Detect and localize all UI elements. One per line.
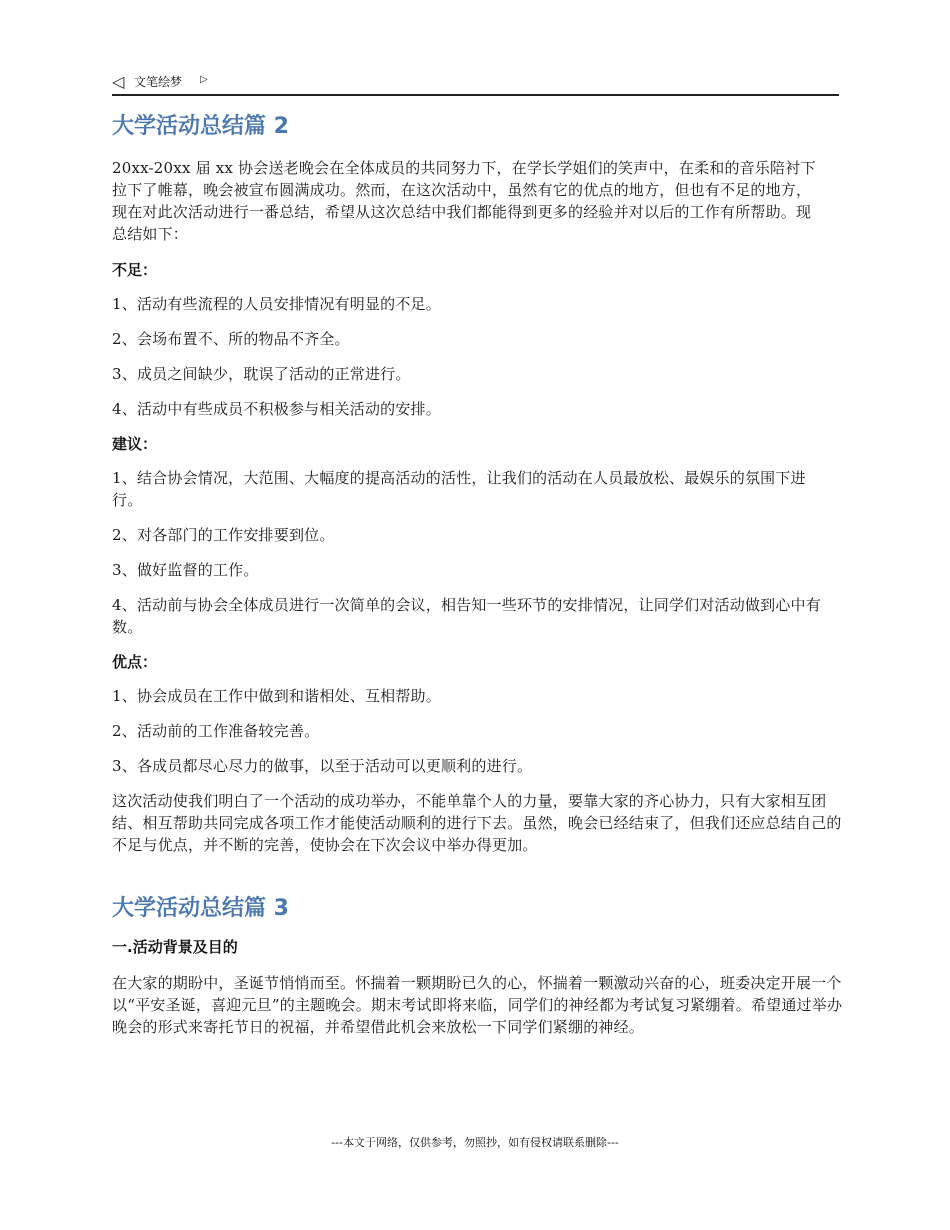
strengths-heading: 优点： bbox=[112, 653, 158, 671]
strength-item: 2、活动前的工作准备较完善。 bbox=[112, 722, 320, 740]
suggestion-item: 1、结合协会情况，大范围、大幅度的提高活动的活性，让我们的活动在人员最放松、最娱乐的氛围下进行。 bbox=[112, 469, 806, 509]
page-header bbox=[112, 72, 839, 96]
section-3-title: 大学活动总结篇 3 bbox=[112, 896, 289, 921]
shortcoming-item: 1、活动有些流程的人员安排情况有明显的不足。 bbox=[112, 295, 441, 313]
triangle-left-icon: ◁ bbox=[112, 72, 125, 91]
section-2-title: 大学活动总结篇 2 bbox=[112, 114, 289, 139]
suggestion-item: 2、对各部门的工作安排要到位。 bbox=[112, 526, 335, 544]
suggestions-heading: 建议： bbox=[112, 435, 158, 453]
document-body bbox=[112, 112, 852, 1038]
strength-item: 1、协会成员在工作中做到和谐相处、互相帮助。 bbox=[112, 687, 441, 705]
section-2-conclusion: 这次活动使我们明白了一个活动的成功举办，不能单靠个人的力量，要靠大家的齐心协力，只有大家相互团结、相互帮助共同完成各项工作才能使活动顺利的进行下去。虽然，晚会已经结束了，但我们还应总结自己的不足与优点，并不断的完善，使协会在下次会议中举办得更加。 bbox=[112, 792, 842, 854]
page-footer-disclaimer: ---本文于网络，仅供参考，勿照抄，如有侵权请联系删除--- bbox=[331, 1136, 619, 1149]
shortcomings-heading: 不足： bbox=[112, 261, 158, 279]
section-2-intro: 20xx-20xx 届 xx 协会送老晚会在全体成员的共同努力下，在学长学姐们的笑声中，在柔和的音乐陪衬下拉下了帷幕，晚会被宣布圆满成功。然而，在这次活动中，虽然有它的优点的地方，但也有不足的地方，现在对此次活动进行一番总结，希望从这次总结中我们都能得到更多的经验并对以后的工作有所帮助。现总结如下： bbox=[112, 159, 816, 243]
shortcoming-item: 2、会场布置不、所的物品不齐全。 bbox=[112, 330, 350, 348]
triangle-right-icon: ▷ bbox=[200, 74, 208, 85]
strength-item: 3、各成员都尽心尽力的做事，以至于活动可以更顺利的进行。 bbox=[112, 757, 533, 775]
shortcoming-item: 3、成员之间缺少，耽误了活动的正常进行。 bbox=[112, 365, 411, 383]
suggestion-item: 4、活动前与协会全体成员进行一次简单的会议，相告知一些环节的安排情况，让同学们对活动做到心中有数。 bbox=[112, 596, 821, 636]
brand-name: 文笔绘梦 bbox=[134, 75, 183, 89]
shortcoming-item: 4、活动中有些成员不积极参与相关活动的安排。 bbox=[112, 400, 441, 418]
suggestion-item: 3、做好监督的工作。 bbox=[112, 561, 259, 579]
section-3-subtitle: 一.活动背景及目的 bbox=[112, 938, 238, 956]
section-3-paragraph: 在大家的期盼中，圣诞节悄悄而至。怀揣着一颗期盼已久的心，怀揣着一颗激动兴奋的心，班委决定开展一个以“平安圣诞，喜迎元旦”的主题晚会。期末考试即将来临，同学们的神经都为考试复习紧绷着。希望通过举办晚会的形式来寄托节日的祝福，并希望借此机会来放松一下同学们紧绷的神经。 bbox=[112, 974, 843, 1036]
